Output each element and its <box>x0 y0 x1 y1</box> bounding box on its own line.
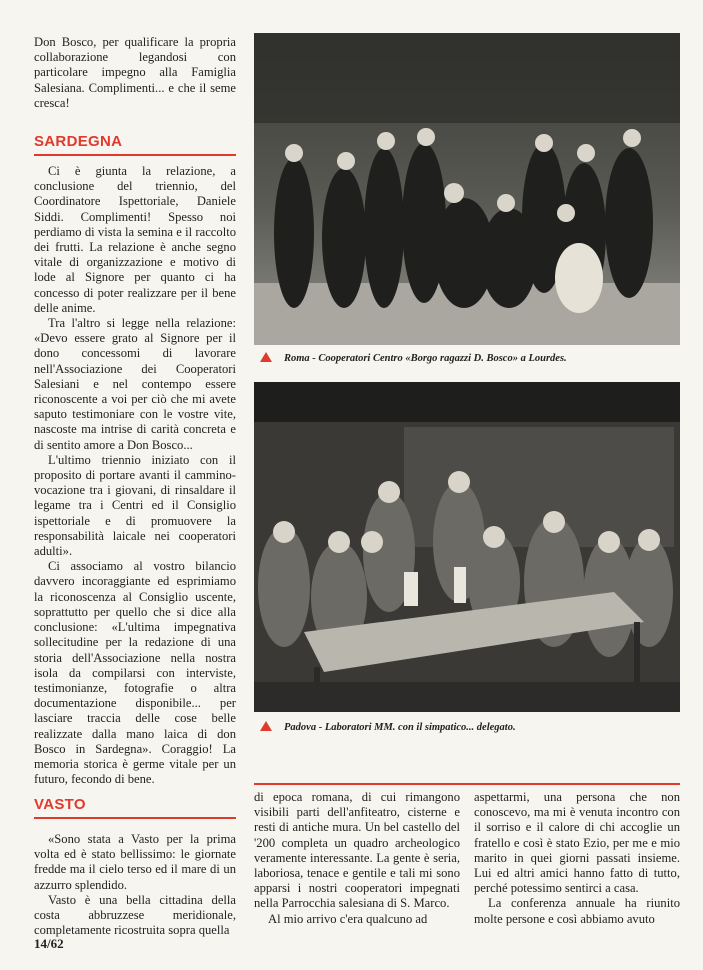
sardegna-paragraph: L'ultimo triennio iniziato con il proposito di portare avanti il cammino-vocazione tra i giovani, di rinsaldare il legame tra i Centri ed il Consiglio ispettoriale e di promuovere la responsabilità laicale nei cooperatori adulti». <box>34 452 236 559</box>
section-heading-sardegna: SARDEGNA <box>34 133 123 150</box>
group-photo-roma <box>254 33 680 345</box>
intro-paragraph: Don Bosco, per qualificare la propria collaborazione legandosi con particolare impegno alla Famiglia Salesiana. Complimenti... e che il seme cresca! <box>34 35 236 110</box>
sardegna-text <box>34 164 236 787</box>
photo-caption-roma <box>260 352 567 364</box>
page-number: 14/62 <box>34 936 64 951</box>
caption-text: Roma - Cooperatori Centro «Borgo ragazzi D. Bosco» a Lourdes. <box>284 353 567 364</box>
right-column-text <box>474 790 680 927</box>
vasto-text <box>34 832 236 938</box>
triangle-icon <box>260 352 272 362</box>
photo-caption-padova <box>260 721 516 733</box>
middle-column-text <box>254 790 460 927</box>
right-paragraph: La conferenza annuale ha riunito molte persone e così abbiamo avuto <box>474 896 680 926</box>
group-photo-padova-image <box>254 382 680 712</box>
vasto-paragraph: Vasto è una bella cittadina della costa abbruzzese meridionale, completamente ricostruita sopra quella <box>34 892 236 938</box>
section-rule-vasto <box>34 817 236 819</box>
middle-paragraph: Al mio arrivo c'era qualcuno ad <box>268 911 428 926</box>
triangle-icon <box>260 721 272 731</box>
section-rule-sardegna <box>34 154 236 156</box>
section-rule-right <box>254 783 680 785</box>
section-heading-vasto: VASTO <box>34 796 86 813</box>
right-paragraph: aspettarmi, una persona che non conoscevo, ma mi è venuta incontro con il sorriso e il calore di chi accoglie un fratello e così è stato Ezio, per me e mio marito in quei giorni passati insieme. Lui ed altri amici hanno fatto di tutto, perché potessimo sentirci a casa. <box>474 790 680 896</box>
sardegna-paragraph: Tra l'altro si legge nella relazione: «Devo essere grato al Signore per il dono concessomi di lavorare nell'Associazione dei Cooperatori Salesiani e nel contempo essere riconoscente a voi per ciò che mi avete saputo testimoniare con le vostre vite, nascoste ma intrise di carità concreta e di sentito amore a Don Bosco... <box>34 316 236 452</box>
vasto-paragraph: «Sono stata a Vasto per la prima volta ed è stato bellissimo: le giornate fredde ma il cielo terso ed il mare di un azzurro splendido. <box>34 832 236 892</box>
sardegna-paragraph: Ci è giunta la relazione, a conclusione del triennio, del Coordinatore Ispettoriale, Daniele Siddi. Complimenti! Spesso noi perdiamo di vista la semina e il raccolto dei frutti. La relazione è anche segno vitale di organizzazione e motivo di lode al Signore per quanto ci ha concesso di poter realizzare per il bene delle anime. <box>34 164 236 315</box>
caption-text: Padova - Laboratori MM. con il simpatico... delegato. <box>284 722 516 733</box>
group-photo-padova <box>254 382 680 712</box>
intro-text <box>34 35 236 111</box>
middle-paragraph: di epoca romana, di cui rimangono visibili parti dell'anfiteatro, cisterne e resti di antiche mura. Un bel castello del '200 completa un quadro archeologico veramente interessante. La gente è seria, laboriosa, tenace e gentile e tali mi sono apparsi i nostri cooperatori impegnati nella Parrocchia salesiana di S. Marco. <box>254 790 460 911</box>
group-photo-roma-image <box>254 33 680 345</box>
sardegna-paragraph: Ci associamo al vostro bilancio davvero incoraggiante ed esprimiamo la riconoscenza al Consiglio uscente, soprattutto per quello che si dice alla conclusione: «L'ultima impegnativa sollecitudine per la redazione di una storia dell'Associazione nella nostra isola da compilarsi con interviste, testimonianze, fotografie o altra documentazione disponibile... per lasciare traccia delle cose belle realizzate dalla mano laica di don Bosco in Sardegna». Coraggio! La memoria storica è germe vitale per un futuro, fecondo di bene. <box>34 559 236 787</box>
